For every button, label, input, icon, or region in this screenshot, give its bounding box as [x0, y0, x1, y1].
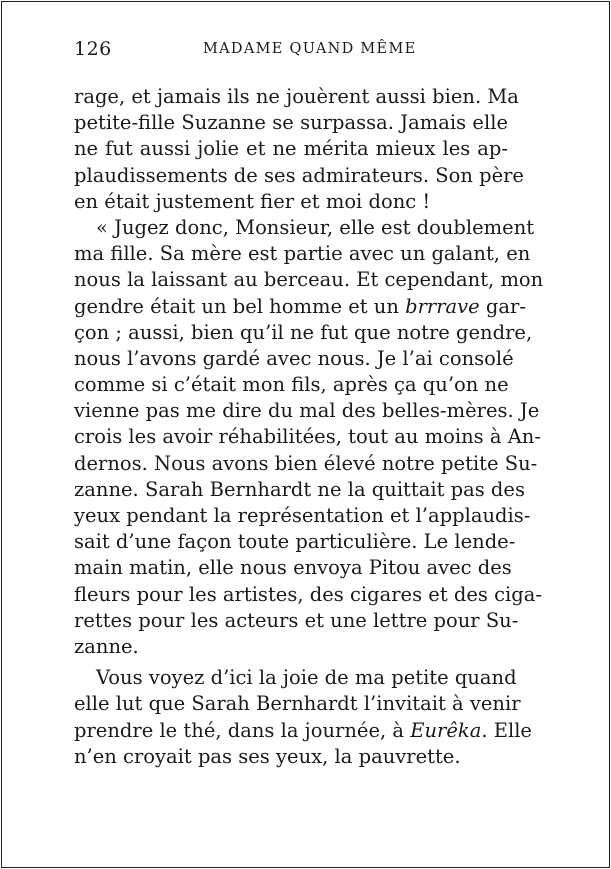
text-segment: prendre le thé, dans la journée, à: [74, 718, 411, 742]
italic-word: brrrave: [405, 294, 480, 318]
text-line: « Jugez donc, Monsieur, elle est doublement: [96, 215, 535, 239]
text-line: nous la laissant au berceau. Et cependant, mon: [74, 268, 544, 292]
paragraph-3: [74, 665, 532, 770]
text-segment: gar-: [479, 294, 526, 318]
text-line: en était justement fier et moi donc !: [74, 189, 431, 213]
text-line: main matin, elle nous envoya Pitou avec des: [74, 556, 512, 580]
text-line: n’en croyait pas ses yeux, la pauvrette.: [74, 744, 461, 768]
text-segment: . Elle: [481, 718, 532, 742]
text-line: ma fille. Sa mère est partie avec un galant, en: [74, 242, 531, 266]
text-line: yeux pendant la représentation et l’applaudis-: [74, 504, 531, 527]
italic-word: Eurêka: [410, 718, 482, 742]
text-line: fleurs pour les artistes, des cigares et des ciga-: [74, 582, 542, 606]
running-title: MADAME QUAND MÊME: [203, 41, 417, 57]
text-line: sait d’une façon toute particulière. Le lende-: [74, 530, 516, 554]
text-line: çon ; aussi, bien qu’il ne fut que notre gendre,: [74, 320, 533, 344]
paragraph-2: [74, 215, 544, 660]
text-line: zanne.: [74, 634, 139, 658]
text-line: vienne pas me dire du mal des belles-mères. Je: [74, 399, 540, 423]
text-line: crois les avoir réhabilitées, tout au moins à An-: [74, 425, 541, 449]
text-line: rettes pour les acteurs et une lettre pour Su-: [74, 608, 519, 632]
text-line: plaudissements de ses admirateurs. Son père: [74, 163, 524, 187]
text-line: rage, et jamais ils ne jouèrent aussi bien. Ma: [74, 85, 519, 108]
page-header: [74, 38, 508, 64]
paragraph-1: [74, 84, 524, 215]
text-line-with-italic: [74, 718, 532, 744]
text-line: dernos. Nous avons bien élevé notre petite Su-: [74, 451, 538, 475]
text-line: petite-fille Suzanne se surpassa. Jamais elle: [74, 111, 508, 135]
text-segment: gendre était un bel homme et un: [74, 294, 406, 318]
text-line: zanne. Sarah Bernhardt ne la quittait pas des: [74, 477, 525, 501]
text-line-with-italic: [74, 294, 526, 320]
text-line: elle lut que Sarah Bernhardt l’invitait à venir: [74, 692, 521, 716]
text-line: Vous voyez d’ici la joie de ma petite quand: [96, 666, 517, 690]
text-line: nous l’avons gardé avec nous. Je l’ai consolé: [74, 346, 514, 370]
text-line: ne fut aussi jolie et ne mérita mieux les ap-: [74, 137, 508, 161]
body-text: [74, 84, 544, 770]
text-line: comme si c’était mon fils, après ça qu’on ne: [74, 373, 509, 397]
page-number: 126: [74, 38, 112, 60]
